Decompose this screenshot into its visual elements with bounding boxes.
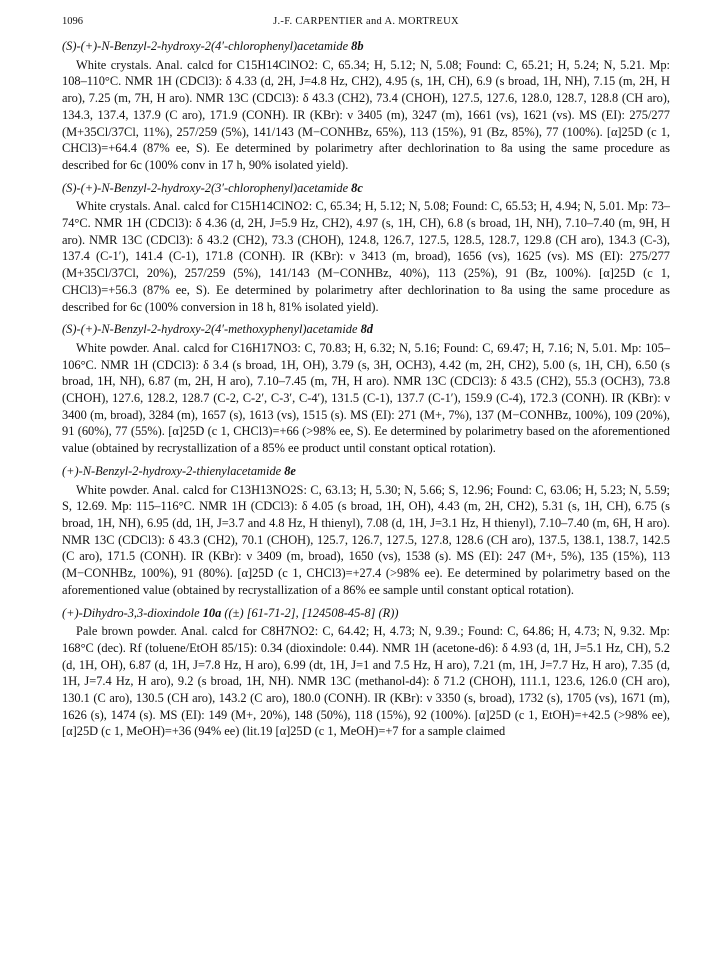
heading-name: (+)-N-Benzyl-2-hydroxy-2-thienylacetamide [62,463,285,478]
compound-number: 8d [360,322,373,337]
page-number: 1096 [62,16,83,27]
running-head-authors: J.-F. CARPENTIER and A. MORTREUX [273,16,459,27]
compound-heading [62,321,670,338]
compound-heading [62,180,670,197]
compound-heading [62,38,670,55]
experimental-paragraph: Pale brown powder. Anal. calcd for C8H7NO2: C, 64.42; H, 4.73; N, 9.39.; Found: C, 64.86; H, 4.73; N, 9.32. Mp: 168°C (dec). Rf (toluene/EtOH 85/15): 0.34 (dioxindole: 0.44). NMR 1H (acetone-d6): δ 4.93 (d, 1H, J=5.1 Hz, CH), 5.2 (d, 1H, OH), 6.87 (d, 1H, J=7.8 Hz, H aro), 6.99 (dt, 1H, J=1 and 7.5 Hz, H aro), 7.21 (m, 1H, J=7.7 Hz, H aro), 7.35 (d, 1H, J=7.4 Hz, H aro), 9.2 (s broad, 1H, NH). NMR 13C (methanol-d4): δ 71.2 (CHOH), 111.1, 123.6, 126.0 (CH aro), 130.1 (C aro), 130.5 (CH aro), 143.2 (C aro), 180.0 (CONH). IR (KBr): ν 3350 (s, broad), 1732 (s), 1705 (vs), 1671 (m), 1626 (s), 1474 (s). MS (EI): 149 (M+, 20%), 148 (50%), 118 (15%), 92 (100%). [α]25D (c 1, EtOH)=+42.5 (>98% ee), [α]25D (c 1, MeOH)=+36 (94% ee) (lit.19 [α]25D (c 1, MeOH)=+7 for a sample claimed [62,624,670,739]
heading-name: (S)-(+)-N-Benzyl-2-hydroxy-2(4′-chlorophenyl)acetamide [62,39,352,53]
compound-number: 10a [202,605,222,620]
compound-heading [62,463,670,480]
compound-number: 8e [284,463,296,478]
heading-name: (+)-Dihydro-3,3-dioxindole [62,605,203,620]
heading-name: (S)-(+)-N-Benzyl-2-hydroxy-2(4′-methoxyphenyl)acetamide [62,322,361,337]
experimental-paragraph: White powder. Anal. calcd for C16H17NO3: C, 70.83; H, 6.32; N, 5.16; Found: C, 69.47; H, 7.16; N, 5.01. Mp: 105–106°C. NMR 1H (CDCl3): δ 3.4 (s broad, 1H, OH), 3.79 (s, 3H, OCH3), 4.42 (m, 2H, CH2), 5.00 (s, 1H, CH), 6.50 (s broad, 1H, NH), 6.87 (m, 2H, H aro), 7.10–7.45 (m, 7H, H aro). NMR 13C (CDCl3): δ 43.5 (CH2), 55.3 (OCH3), 73.8 (CHOH), 127.6, 128.2, 128.7 (C-2, C-2′, C-3′, C-4′), 131.5 (C-1), 137.7 (C-1′), 159.9 (C-4), 172.3 (CONH). IR (KBr): ν 3400 (m, broad), 3284 (m), 1657 (s), 1613 (vs), 1515 (s). MS (EI): 271 (M+, 7%), 137 (M−CONHBz, 100%), 109 (20%), 91 (60%), 77 (55%). [α]25D (c 1, CHCl3)=+66 (>98% ee, S). Ee determined by polarimetry based on the aforementioned value (obtained by recrystallization of a 85% ee product until constant optical rotation). [62,340,670,456]
compound-number: 8b [351,39,364,53]
experimental-paragraph: White powder. Anal. calcd for C13H13NO2S: C, 63.13; H, 5.30; N, 5.66; S, 12.96; Found: C, 63.06; H, 5.23; N, 5.59; S, 12.69. Mp: 115–116°C. NMR 1H (CDCl3): δ 4.05 (s broad, 1H, OH), 4.43 (m, 2H, CH2), 5.31 (s, 1H, CH), 6.75 (s broad, 1H, NH), 6.95 (dd, 1H, J=3.7 and 4.8 Hz, H thienyl), 7.08 (d, 1H, J=3.1 Hz, H thienyl), 7.10–7.40 (m, 6H, H aro). NMR 13C (CDCl3): δ 43.3 (CH2), 70.1 (CHOH), 125.7, 126.7, 127.5, 127.8, 128.6 (CH aro), 137.5, 138.1, 138.7, 142.5 (C aro), 171.5 (CONH). IR (KBr): ν 3409 (m, broad), 1650 (vs), 1538 (s). MS (EI): 247 (M+, 5%), 135 (15%), 113 (M−CONHBz, 100%), 91 (80%). [α]25D (c 1, CHCl3)=+27.4 (>98% ee). Ee determined by polarimetry based on the aforementioned value (obtained by recrystallization of a 86% ee sample until constant optical rotation). [62,482,670,597]
heading-name: (S)-(+)-N-Benzyl-2-hydroxy-2(3′-chlorophenyl)acetamide [62,180,352,195]
compound-number: 8c [351,180,363,195]
experimental-paragraph: White crystals. Anal. calcd for C15H14ClNO2: C, 65.34; H, 5.12; N, 5.08; Found: C, 65.21; H, 5.24; N, 5.21. Mp: 108–110°C. NMR 1H (CDCl3): δ 4.33 (d, 2H, J=4.8 Hz, CH2), 4.95 (s, 1H, CH), 6.9 (s broad, 1H, NH), 7.15 (m, 2H, H aro), 7.25 (m, 7H, H aro). NMR 13C (CDCl3): δ 43.3 (CH2), 73.4 (CHOH), 127.5, 127.6, 128.0, 128.7, 128.8 (CH aro), 134.3, 137.4, 137.9 (C aro), 171.9 (CONH). IR (KBr): ν 3405 (m), 3247 (m), 1661 (vs), 1621 (vs). MS (EI): 275/277 (M+35Cl/37Cl, 11%), 257/259 (5%), 141/143 (M−CONHBz, 65%), 113 (15%), 91 (Bz, 85%), 77 (100%). [α]25D (c 1, CHCl3)=+64.4 (87% ee, S). Ee determined by polarimetry after dechlorination to 8a using the same procedure as described for 6c (100% conv in 17 h, 90% isolated yield). [62,57,670,172]
heading-cas-numbers: ((±) [61-71-2], [124508-45-8] (R)) [221,605,399,620]
compound-heading [62,605,670,622]
running-header [62,12,670,32]
experimental-paragraph: White crystals. Anal. calcd for C15H14ClNO2: C, 65.34; H, 5.12; N, 5.08; Found: C, 65.53; H, 4.94; N, 5.01. Mp: 73–74°C. NMR 1H (CDCl3): δ 4.36 (d, 2H, J=5.9 Hz, CH2), 4.97 (s, 1H, CH), 6.8 (s broad, 1H, NH), 7.10–7.40 (m, 9H, H aro). NMR 13C (CDCl3): δ 43.2 (CH2), 73.3 (CHOH), 124.8, 126.7, 127.5, 128.5, 128.7, 129.8 (CH aro), 134.3 (C-3), 137.4 (C-1′), 141.4 (C-1), 171.8 (CONH). IR (KBr): ν 3413 (m, broad), 1656 (vs), 1625 (vs). MS (EI): 275/277 (M+35Cl/37Cl, 20%), 257/259 (5%), 141/143 (M−CONHBz, 40%), 113 (25%), 91 (Bz, 100%). [α]25D (c 1, CHCl3)=+56.3 (87% ee, S). Ee determined by polarimetry after dechlorination to 8a using the same procedure as described for 6c (100% conversion in 18 h, 81% isolated yield). [62,199,670,314]
